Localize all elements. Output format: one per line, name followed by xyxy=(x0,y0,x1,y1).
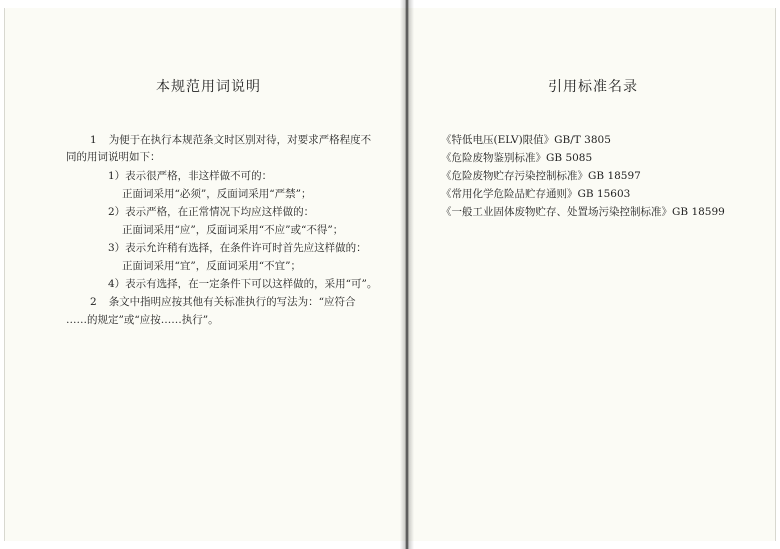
item-1-text: 为便于在执行本规范条文时区别对待，对要求严格程度不 xyxy=(108,134,372,146)
item-1-number: 1 xyxy=(90,134,97,146)
reference-item: 《常用化学危险品贮存通则》GB 15603 xyxy=(441,188,631,200)
item-2-text: 条文中指明应按其他有关标准执行的写法为：“应符合 xyxy=(108,296,356,308)
reference-item: 《危险废物鉴别标准》GB 5085 xyxy=(441,152,593,164)
sub-3-line-2: 正面词采用“宜”，反面词采用“不宜”； xyxy=(122,260,301,272)
reference-item: 《一般工业固体废物贮存、处置场污染控制标准》GB 18599 xyxy=(441,206,725,218)
reference-item: 《特低电压(ELV)限值》GB/T 3805 xyxy=(441,134,611,146)
item-1-line-2: 同的用词说明如下： xyxy=(66,151,161,163)
right-page-edge xyxy=(775,8,776,541)
right-page xyxy=(408,8,776,541)
book-gutter xyxy=(400,0,414,549)
left-page-title: 本规范用词说明 xyxy=(156,79,261,95)
left-page-edge xyxy=(4,8,5,541)
reference-item: 《危险废物贮存污染控制标准》GB 18597 xyxy=(441,170,641,182)
sub-3-line-1: 3）表示允许稍有选择，在条件许可时首先应这样做的： xyxy=(108,242,367,254)
right-page-title: 引用标准名录 xyxy=(548,79,638,95)
item-2-line-1 xyxy=(90,294,356,311)
sub-1-line-2: 正面词采用“必须”，反面词采用“严禁”； xyxy=(122,188,312,200)
item-2-line-2: ……的规定”或“应按……执行”。 xyxy=(66,314,219,326)
left-page xyxy=(4,8,408,541)
item-2-number: 2 xyxy=(90,296,97,308)
sub-2-line-1: 2）表示严格，在正常情况下均应这样做的： xyxy=(108,206,315,218)
sub-2-line-2: 正面词采用“应”，反面词采用“不应”或“不得”； xyxy=(122,224,344,236)
sub-4-line-1: 4）表示有选择，在一定条件下可以这样做的，采用“可”。 xyxy=(108,278,378,290)
sub-1-line-1: 1）表示很严格，非这样做不可的： xyxy=(108,170,273,182)
item-1-line-1 xyxy=(90,132,371,149)
